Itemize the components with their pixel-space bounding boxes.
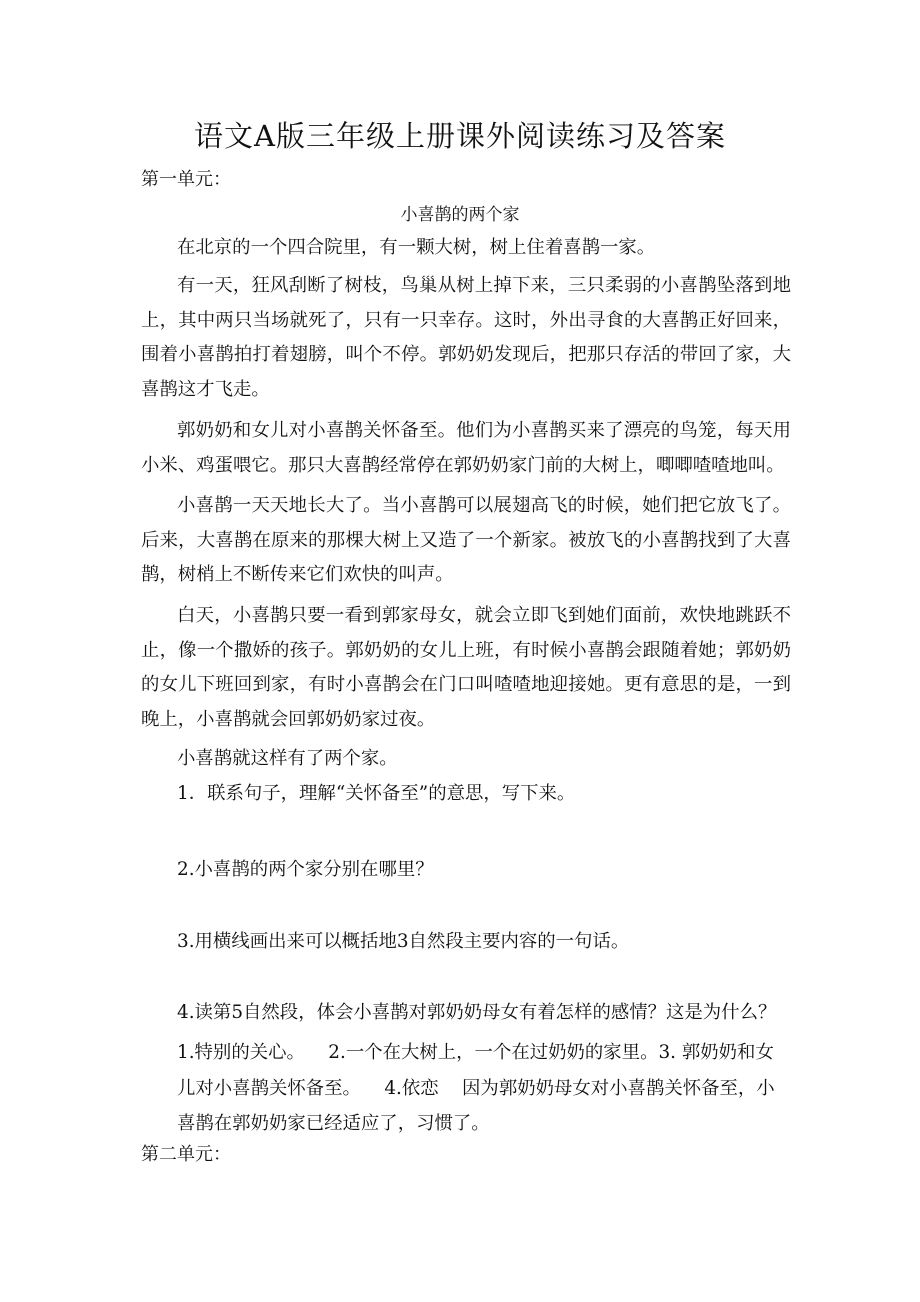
question-3: 3.用横线画出来可以概括地3自然段主要内容的一句话。 xyxy=(177,931,630,952)
paragraph-5: 白天，小喜鹊只要一看到郭家母女，就会立即飞到她们面前，欢快地跳跃不止，像一个撒娇的孩子。郭奶奶的女儿上班，有时候小喜鹊会跟随着她；郭奶奶的女儿下班回到家，有时小喜鹊会在门口叫喳喳地迎接她。更有意思的是，一到晚上，小喜鹊就会回郭奶奶家过夜。 xyxy=(141,605,791,730)
unit-2-label: 第二单元： xyxy=(141,1144,231,1165)
question-2: 2.小喜鹊的两个家分别在哪里？ xyxy=(177,859,434,880)
story-title: 小喜鹊的两个家 xyxy=(400,205,520,225)
paragraph-2: 有一天，狂风刮断了树枝，鸟巢从树上掉下来，三只柔弱的小喜鹊坠落到地上，其中两只当场就死了，只有一只幸存。这时，外出寻食的大喜鹊正好回来，围着小喜鹊拍打着翅膀，叫个不停。郭奶奶发现后，把那只存活的带回了家，大喜鹊这才飞走。 xyxy=(141,275,791,400)
paragraph-1: 在北京的一个四合院里，有一颗大树，树上住着喜鹊一家。 xyxy=(177,237,656,258)
paragraph-6: 小喜鹊就这样有了两个家。 xyxy=(177,748,398,769)
answer-1: 1.特别的关心。 xyxy=(177,1042,305,1063)
answer-3: 3. 郭奶奶和女儿对小喜鹊关怀备至。 xyxy=(177,1042,774,1099)
paragraph-4: 小喜鹊一天天地长大了。当小喜鹊可以展翅高飞的时候，她们把它放飞了。后来，大喜鹊在原来的那棵大树上又造了一个新家。被放飞的小喜鹊找到了大喜鹊，树梢上不断传来它们欢快的叫声。 xyxy=(141,495,791,585)
unit-1-label: 第一单元： xyxy=(141,169,231,190)
paragraph-3: 郭奶奶和女儿对小喜鹊关怀备至。他们为小喜鹊买来了漂亮的鸟笼，每天用小米、鸡蛋喂它。那只大喜鹊经常停在郭奶奶家门前的大树上，唧唧喳喳地叫。 xyxy=(141,420,791,476)
answer-key xyxy=(177,1035,792,1142)
question-1: 1．联系句子，理解“关怀备至”的意思，写下来。 xyxy=(177,783,576,804)
answer-4-reason: 因为郭奶奶母女对小喜鹊关怀备至，小喜鹊在郭奶奶家已经适应了，习惯了。 xyxy=(177,1077,775,1134)
answer-2: 2.一个在大树上，一个在过奶奶的家里。 xyxy=(328,1042,659,1063)
answer-4: 4.依恋 xyxy=(384,1077,439,1099)
question-4: 4.读第5自然段，体会小喜鹊对郭奶奶母女有着怎样的感情？这是为什么？ xyxy=(177,1002,777,1023)
document-title: 语文A版三年级上册课外阅读练习及答案 xyxy=(194,119,726,153)
